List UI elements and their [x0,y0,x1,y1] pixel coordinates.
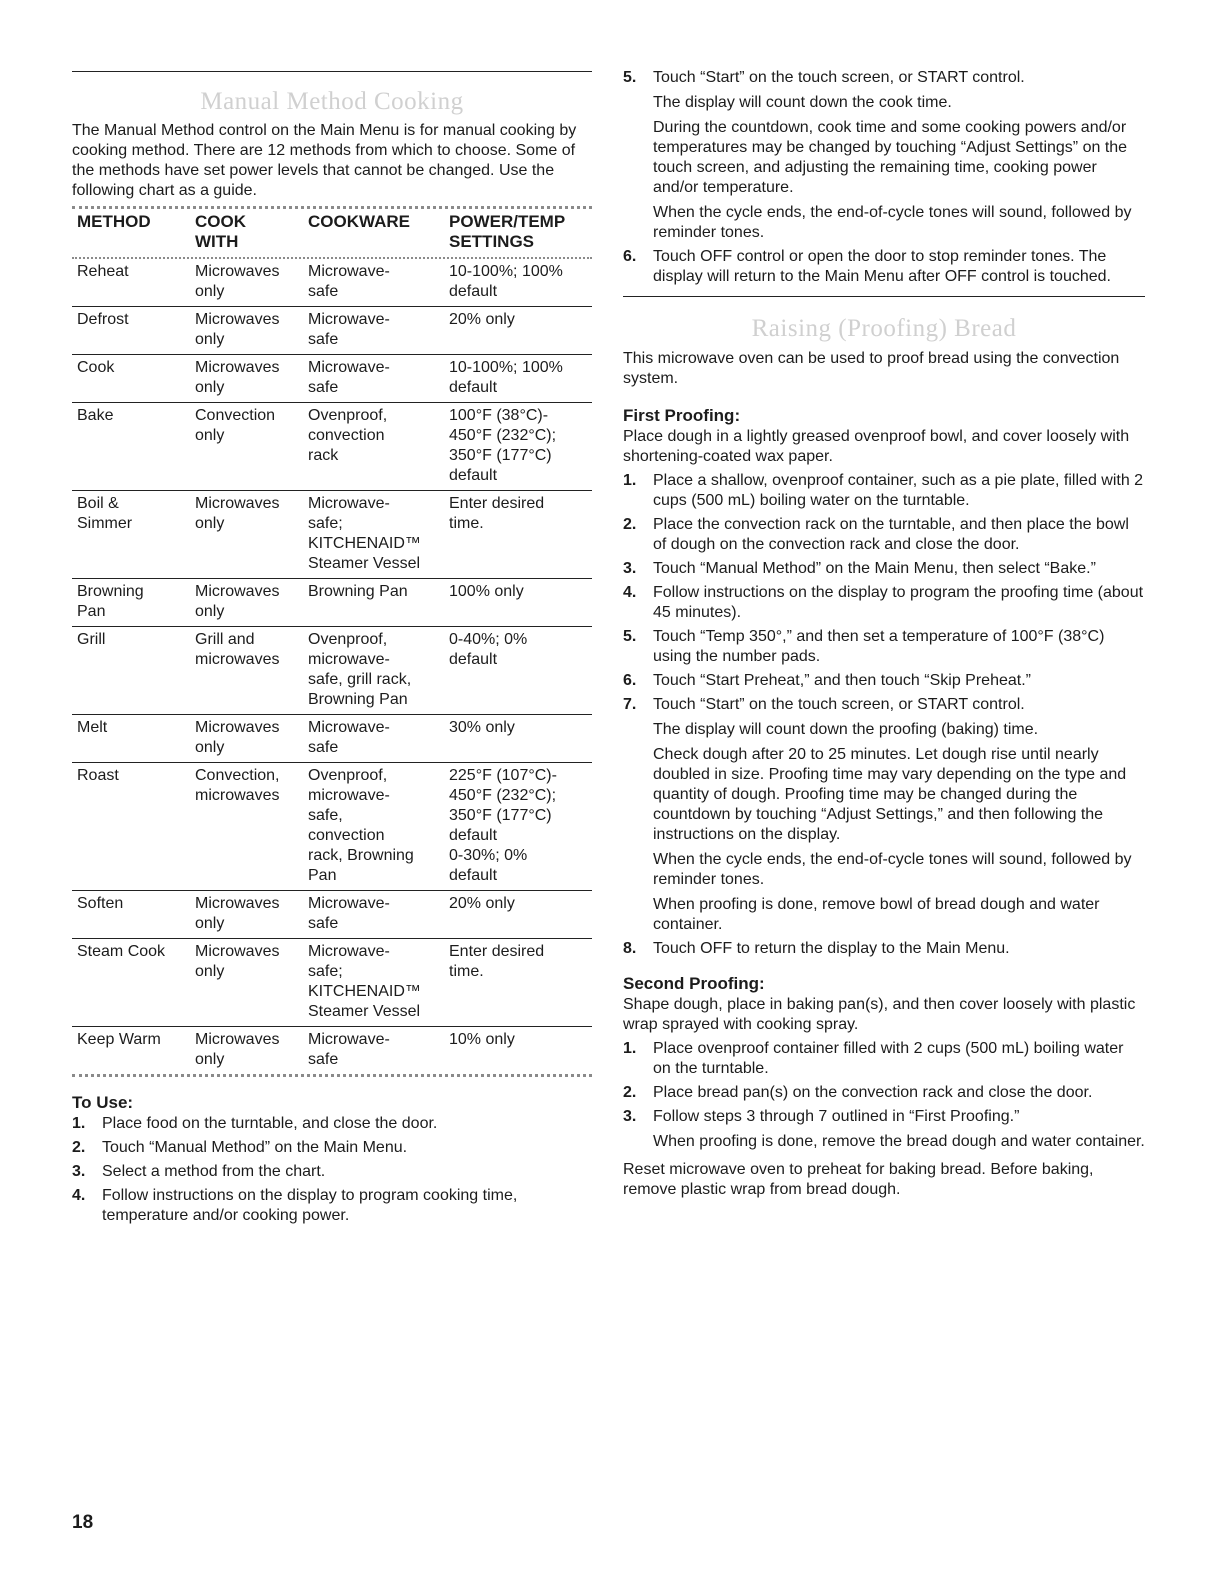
first-proofing-steps [623,471,1145,959]
cell-power-temp: 100°F (38°C)- 450°F (232°C); 350°F (177°C) default [449,407,557,484]
step-number: 5. [623,628,637,645]
cell-method: Bake [77,407,114,424]
table-row [72,579,592,627]
step-note: The display will count down the proofing (baking) time. [653,721,1039,738]
step-text: Touch “Start” on the touch screen, or START control. [653,69,1025,86]
cell-power-temp: Enter desired time. [449,495,545,532]
step-text: Touch OFF to return the display to the Main Menu. [653,940,1010,957]
cell-cook-with: Microwaves only [195,495,280,532]
to-use-steps-continued [623,68,1145,287]
step-item [623,671,1145,691]
step-item [623,1083,1145,1103]
step-number: 8. [623,940,637,957]
cell-method: Keep Warm [77,1031,161,1048]
cell-cook-with: Microwaves only [195,943,280,980]
cell-cook-with: Microwaves only [195,1031,280,1068]
table-row [72,259,592,307]
step-number: 3. [72,1163,86,1180]
table-bottom-border [72,1074,592,1077]
section-rule [72,71,592,72]
cell-cookware: Microwave- safe [308,1031,390,1068]
methods-table [72,209,592,1074]
cell-cookware: Browning Pan [308,583,408,600]
cell-power-temp: 10-100%; 100% default [449,359,563,396]
manual-method-title: Manual Method Cooking [200,88,464,115]
cell-power-temp: 30% only [449,719,515,736]
to-use-heading: To Use: [72,1093,134,1112]
cell-cook-with: Microwaves only [195,895,280,932]
table-row [72,891,592,939]
proofing-title: Raising (Proofing) Bread [751,315,1017,342]
first-proofing-heading: First Proofing: [623,406,741,425]
cell-method: Roast [77,767,119,784]
table-row [72,403,592,491]
step-note: When proofing is done, remove the bread dough and water container. [653,1133,1145,1150]
cell-cookware: Microwave- safe; KITCHENAID™ Steamer Vessel [308,495,421,572]
second-proofing-heading: Second Proofing: [623,974,765,993]
table-row [72,491,592,579]
step-item [72,1186,592,1226]
step-note: When proofing is done, remove bowl of bread dough and water container. [653,896,1100,933]
step-number: 1. [623,1040,637,1057]
cell-power-temp: 225°F (107°C)- 450°F (232°C); 350°F (177°C) default 0-30%; 0% default [449,767,557,884]
right-column [623,0,1145,1200]
table-row [72,939,592,1027]
cell-cook-with: Convection, microwaves [195,767,280,804]
cell-power-temp: 20% only [449,311,515,328]
step-text: Touch “Temp 350°,” and then set a temperature of 100°F (38°C) using the number pads. [653,628,1105,665]
table-row [72,627,592,715]
header-power-temp: POWER/TEMP SETTINGS [449,212,566,251]
cell-cookware: Ovenproof, microwave- safe, convection rack, Browning Pan [308,767,414,884]
step-text: Touch OFF control or open the door to stop reminder tones. The display will return to the Main Menu after OFF control is touched. [653,248,1111,285]
step-item [72,1162,592,1182]
step-number: 6. [623,672,637,689]
cell-cook-with: Convection only [195,407,276,444]
cell-cook-with: Microwaves only [195,719,280,756]
step-item [623,695,1145,935]
second-proofing-steps [623,1039,1145,1152]
step-text: Touch “Start Preheat,” and then touch “Skip Preheat.” [653,672,1031,689]
step-item [623,627,1145,667]
step-item [623,1039,1145,1079]
cell-cookware: Microwave- safe [308,719,390,756]
step-note: During the countdown, cook time and some cooking powers and/or temperatures may be changed by touching “Adjust Settings” on the touch screen, and adjusting the remaining time, cooking power and/or temperature. [653,119,1128,196]
step-text: Follow instructions on the display to program cooking time, temperature and/or cooking power. [102,1187,518,1224]
cell-power-temp: Enter desired time. [449,943,545,980]
step-item [623,515,1145,555]
cell-cook-with: Microwaves only [195,311,280,348]
cell-cook-with: Microwaves only [195,583,280,620]
cell-method: Reheat [77,263,129,280]
step-note: Check dough after 20 to 25 minutes. Let dough rise until nearly doubled in size. Proofing time may vary depending on the type and quantity of dough. Proofing time may be changed during the countdown by touching “Adjust Settings,” and then following the instructions on the display. [653,746,1127,843]
step-item [623,1107,1145,1152]
step-number: 3. [623,560,637,577]
step-number: 1. [623,472,637,489]
step-number: 5. [623,69,637,86]
cell-cook-with: Microwaves only [195,359,280,396]
cell-method: Grill [77,631,106,648]
step-number: 7. [623,696,637,713]
step-text: Follow steps 3 through 7 outlined in “First Proofing.” [653,1108,1020,1125]
cell-power-temp: 0-40%; 0% default [449,631,528,668]
step-text: Place a shallow, ovenproof container, such as a pie plate, filled with 2 cups (500 mL) boiling water on the turntable. [653,472,1144,509]
cell-cookware: Microwave- safe; KITCHENAID™ Steamer Vessel [308,943,421,1020]
cell-cookware: Microwave- safe [308,263,390,300]
cell-cook-with: Microwaves only [195,263,280,300]
step-item [623,68,1145,243]
step-number: 4. [623,584,637,601]
left-column [72,0,592,1226]
step-text: Select a method from the chart. [102,1163,326,1180]
step-note: The display will count down the cook time. [653,94,952,111]
cell-cookware: Microwave- safe [308,359,390,396]
cell-cookware: Microwave- safe [308,311,390,348]
to-use-steps [72,1114,592,1226]
section-rule [623,296,1145,297]
second-proofing-intro: Shape dough, place in baking pan(s), and then cover loosely with plastic wrap sprayed with cooking spray. [623,996,1136,1033]
table-row [72,1027,592,1075]
table-row [72,715,592,763]
table-header-row [72,209,592,257]
step-note: When the cycle ends, the end-of-cycle tones will sound, followed by reminder tones. [653,851,1132,888]
cell-method: Boil & Simmer [77,495,133,532]
cell-power-temp: 10% only [449,1031,515,1048]
step-number: 1. [72,1115,86,1132]
cell-method: Steam Cook [77,943,166,960]
cell-power-temp: 100% only [449,583,524,600]
cell-cookware: Microwave- safe [308,895,390,932]
cell-method: Melt [77,719,108,736]
header-method: METHOD [77,212,151,231]
cell-power-temp: 20% only [449,895,515,912]
step-item [623,471,1145,511]
header-cook-with: COOK WITH [195,212,246,251]
page-number: 18 [72,1512,94,1533]
cell-method: Cook [77,359,115,376]
step-number: 6. [623,248,637,265]
step-note: When the cycle ends, the end-of-cycle tones will sound, followed by reminder tones. [653,204,1132,241]
table-row [72,307,592,355]
cell-method: Soften [77,895,124,912]
table-row [72,763,592,891]
step-text: Touch “Start” on the touch screen, or START control. [653,696,1025,713]
step-item [623,247,1145,287]
step-text: Touch “Manual Method” on the Main Menu. [102,1139,408,1156]
table-row [72,355,592,403]
step-item [623,559,1145,579]
step-text: Place the convection rack on the turntable, and then place the bowl of dough on the convection rack and close the door. [653,516,1129,553]
manual-method-intro: The Manual Method control on the Main Menu is for manual cooking by cooking method. There are 12 methods from which to choose. Some of the methods have set power levels that cannot be changed. Use the following chart as a guide. [72,122,577,199]
first-proofing-intro: Place dough in a lightly greased ovenproof bowl, and cover loosely with shortening-coated wax paper. [623,428,1130,465]
step-item [623,939,1145,959]
step-number: 3. [623,1108,637,1125]
methods-table-body [72,259,592,1074]
cell-cookware: Ovenproof, convection rack [308,407,388,464]
step-number: 4. [72,1187,86,1204]
step-text: Touch “Manual Method” on the Main Menu, then select “Bake.” [653,560,1096,577]
cell-power-temp: 10-100%; 100% default [449,263,563,300]
second-proofing-closing: Reset microwave oven to preheat for baking bread. Before baking, remove plastic wrap from bread dough. [623,1161,1094,1198]
cell-method: Browning Pan [77,583,144,620]
step-item [623,583,1145,623]
step-text: Place food on the turntable, and close the door. [102,1115,438,1132]
step-number: 2. [623,516,637,533]
step-text: Place ovenproof container filled with 2 cups (500 mL) boiling water on the turntable. [653,1040,1124,1077]
proofing-intro: This microwave oven can be used to proof bread using the convection system. [623,350,1120,387]
step-number: 2. [72,1139,86,1156]
cell-method: Defrost [77,311,129,328]
cell-cook-with: Grill and microwaves [195,631,280,668]
cell-cookware: Ovenproof, microwave- safe, grill rack, Browning Pan [308,631,412,708]
step-number: 2. [623,1084,637,1101]
step-text: Place bread pan(s) on the convection rack and close the door. [653,1084,1093,1101]
step-text: Follow instructions on the display to program the proofing time (about 45 minutes). [653,584,1144,621]
header-cookware: COOKWARE [308,212,410,231]
step-item [72,1114,592,1134]
step-item [72,1138,592,1158]
